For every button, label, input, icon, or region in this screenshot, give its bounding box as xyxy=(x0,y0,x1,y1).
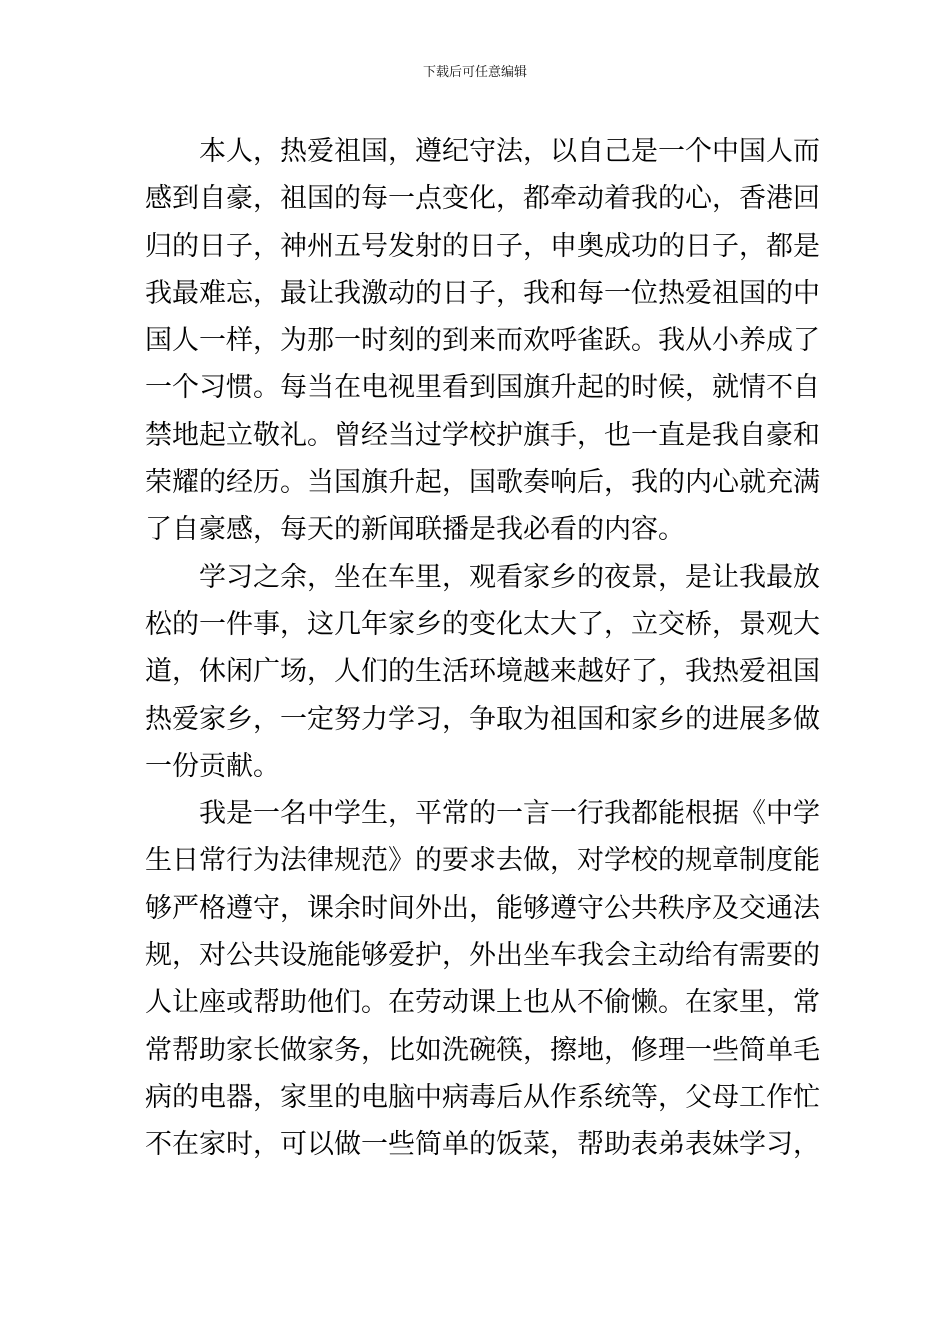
text-line: 生日常行为法律规范》的要求去做，对学校的规章制度能 xyxy=(145,845,820,877)
text-line: 禁地起立敬礼。曾经当过学校护旗手，也一直是我自豪和 xyxy=(145,419,820,451)
header-note: 下载后可任意编辑 xyxy=(422,65,527,80)
text-line: 规，对公共设施能够爱护，外出坐车我会主动给有需要的 xyxy=(145,940,820,972)
text-line: 不在家时，可以做一些简单的饭菜，帮助表弟表妹学习， xyxy=(145,1129,820,1161)
paragraph-1 xyxy=(145,128,820,554)
text-line: 病的电器，家里的电脑中病毒后从作系统等，父母工作忙 xyxy=(145,1081,820,1113)
text-line: 了自豪感，每天的新闻联播是我必看的内容。 xyxy=(145,514,685,546)
text-line: 感到自豪，祖国的每一点变化，都牵动着我的心，香港回 xyxy=(145,183,820,215)
paragraph-3 xyxy=(145,790,820,1168)
text-line: 松的一件事，这几年家乡的变化太大了，立交桥，景观大 xyxy=(145,608,820,640)
text-line: 够严格遵守，课余时间外出，能够遵守公共秩序及交通法 xyxy=(145,892,820,924)
text-line: 人让座或帮助他们。在劳动课上也从不偷懒。在家里，常 xyxy=(145,987,820,1019)
body-text xyxy=(145,128,820,1169)
text-line: 荣耀的经历。当国旗升起，国歌奏响后，我的内心就充满 xyxy=(145,467,820,499)
paragraph-2 xyxy=(145,554,820,790)
text-line: 本人，热爱祖国，遵纪守法，以自己是一个中国人而 xyxy=(199,136,820,167)
text-line: 归的日子，神州五号发射的日子，申奥成功的日子，都是 xyxy=(145,230,820,262)
text-line: 常帮助家长做家务，比如洗碗筷，擦地，修理一些简单毛 xyxy=(145,1034,820,1066)
text-line: 国人一样，为那一时刻的到来而欢呼雀跃。我从小养成了 xyxy=(145,325,820,357)
text-line: 道，休闲广场，人们的生活环境越来越好了，我热爱祖国 xyxy=(145,656,820,688)
text-line: 热爱家乡，一定努力学习，争取为祖国和家乡的进展多做 xyxy=(145,703,820,735)
text-line: 学习之余，坐在车里，观看家乡的夜景，是让我最放 xyxy=(199,561,820,593)
text-line: 我最难忘，最让我激动的日子，我和每一位热爱祖国的中 xyxy=(145,277,820,309)
text-line: 我是一名中学生，平常的一言一行我都能根据《中学 xyxy=(199,798,820,830)
text-line: 一个习惯。每当在电视里看到国旗升起的时候，就情不自 xyxy=(145,372,820,404)
text-line: 一份贡献。 xyxy=(145,750,280,782)
